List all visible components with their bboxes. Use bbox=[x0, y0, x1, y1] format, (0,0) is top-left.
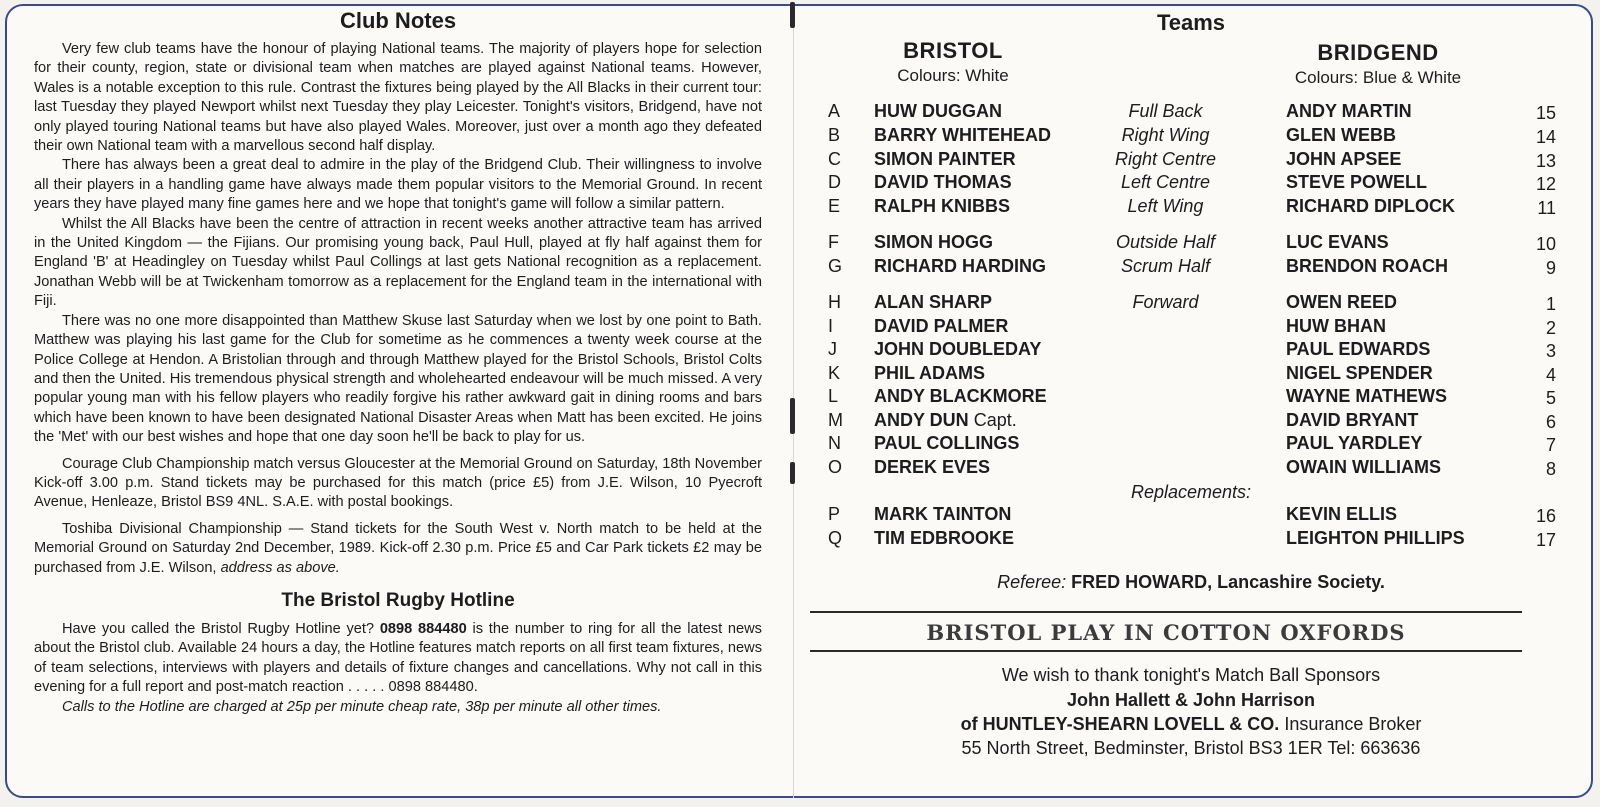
bristol-player-name bbox=[874, 410, 1017, 431]
bristol-player-name bbox=[874, 196, 1010, 217]
bristol-player-name bbox=[874, 149, 1016, 170]
bristol-position-letter: M bbox=[828, 410, 843, 430]
bristol-player-name bbox=[874, 433, 1019, 454]
bridgend-player-name: GLEN WEBB bbox=[1286, 125, 1396, 145]
hotline-title: The Bristol Rugby Hotline bbox=[281, 589, 515, 611]
bristol-player-name bbox=[874, 232, 993, 253]
team-row bbox=[806, 363, 1576, 387]
bristol-player: DEREK EVES bbox=[874, 457, 991, 477]
toshiba-address-note: address as above. bbox=[220, 559, 340, 576]
bridgend-player-name: OWEN REED bbox=[1286, 292, 1398, 312]
team-row bbox=[806, 339, 1576, 363]
team-row bbox=[806, 149, 1576, 173]
bridgend-shirt-number: 4 bbox=[1545, 365, 1556, 385]
team-row bbox=[806, 316, 1576, 340]
bristol-position-letter: B bbox=[828, 125, 841, 145]
bridgend-shirt-number: 17 bbox=[1535, 530, 1556, 550]
bridgend-shirt-number: 10 bbox=[1535, 234, 1556, 254]
bridgend-player-name: OWAIN WILLIAMS bbox=[1286, 457, 1441, 477]
bristol-player-name bbox=[874, 256, 1046, 277]
toshiba-paragraph bbox=[34, 520, 762, 578]
bristol-player-name bbox=[874, 457, 990, 478]
home-team-colours: Colours: White bbox=[897, 66, 1009, 85]
bristol-position-letter: Q bbox=[828, 528, 843, 548]
replacements-label: Replacements: bbox=[1130, 482, 1252, 502]
sponsor-names: John Hallett & John Harrison bbox=[1066, 690, 1316, 710]
playing-position: Right Centre bbox=[1114, 149, 1217, 169]
bridgend-player-name: DAVID BRYANT bbox=[1286, 410, 1419, 430]
bristol-player-name bbox=[874, 125, 1051, 146]
bristol-player-name bbox=[874, 172, 1012, 193]
bridgend-shirt-number: 3 bbox=[1545, 341, 1556, 361]
bristol-player: ANDY BLACKMORE bbox=[874, 386, 1047, 406]
replacement-row bbox=[806, 528, 1576, 552]
bridgend-player-name: LUC EVANS bbox=[1286, 232, 1389, 252]
team-row bbox=[806, 433, 1576, 457]
bristol-position-letter: K bbox=[828, 363, 841, 383]
bridgend-shirt-number: 5 bbox=[1545, 388, 1556, 408]
bristol-position-letter: D bbox=[828, 172, 841, 192]
replacement-row bbox=[806, 504, 1576, 528]
bridgend-shirt-number: 2 bbox=[1545, 318, 1556, 338]
hotline-text-b: is the number to ring for all the latest news about the Bristol club. Available 24 hours a day, the Hotline features match reports on all first team fixtures, news of team selections, interviews with players and details of fixture changes and cancellations. Why not call in this evening for a full report and post-match reaction . . . . . 0898 884480. bbox=[34, 620, 762, 696]
club-notes-paragraph: Very few club teams have the honour of playing National teams. The majority of players hope for selection for their county, region, state or divisional team when matches are played against National teams. However, Wales is a notable exception to this rule. Contrast the fixtures being played by the All Blacks in their current tour: last Tuesday they played Newport whilst next Tuesday they play Leicester. Tonight's visitors, Bridgend, have not only played touring National teams but have also played Wales. Moreover, just over a month ago they defeated their own National team with a marvellous second half display. bbox=[34, 41, 762, 155]
bristol-player: PHIL ADAMS bbox=[874, 363, 986, 383]
sponsor-line-1: We wish to thank tonight's Match Ball Sponsors bbox=[1001, 665, 1381, 685]
hotline-charges: Calls to the Hotline are charged at 25p per minute cheap rate, 38p per minute all other times. bbox=[62, 698, 662, 715]
club-notes-paragraph: There was no one more disappointed than Matthew Skuse last Saturday when we lost by one point to Bath. Matthew was playing his last game for the Club for sometime as he commences a twenty week course at the Police College at Hendon. A Bristolian through and through Matthew played for the Bristol Schools, Bristol Colts and then the United. His tremendous physical strength and wholehearted endeavour will be much missed. A very popular young man with his fellow players who readily forgive his rather awkward gait in dining rooms and bars which have been known to have been designated National Disaster Areas when Matt has been excited. He joins the 'Met' with our best wishes and hope that one day soon he'll be back to play for us. bbox=[34, 312, 762, 446]
bristol-position-letter: F bbox=[828, 232, 839, 252]
captain-suffix: Capt. bbox=[973, 410, 1017, 430]
bristol-player-name bbox=[874, 292, 992, 313]
bridgend-shirt-number: 16 bbox=[1535, 506, 1556, 526]
home-team-name: BRISTOL bbox=[903, 38, 1003, 63]
team-row bbox=[806, 292, 1576, 316]
bridgend-shirt-number: 7 bbox=[1545, 435, 1556, 455]
bristol-player: HUW DUGGAN bbox=[874, 101, 1002, 121]
bridgend-shirt-number: 14 bbox=[1535, 127, 1556, 147]
playing-position: Left Centre bbox=[1120, 172, 1211, 192]
bridgend-player-name: RICHARD DIPLOCK bbox=[1286, 196, 1455, 216]
bristol-player: DAVID THOMAS bbox=[874, 172, 1012, 192]
bridgend-replacement-name: KEVIN ELLIS bbox=[1286, 504, 1398, 524]
bristol-position-letter: P bbox=[828, 504, 841, 524]
team-row bbox=[806, 386, 1576, 410]
bristol-position-letter: J bbox=[828, 339, 837, 359]
bristol-player-name bbox=[874, 386, 1047, 407]
away-team-colours: Colours: Blue & White bbox=[1294, 68, 1462, 87]
bridgend-player-name: ANDY MARTIN bbox=[1286, 101, 1412, 121]
bridgend-shirt-number: 9 bbox=[1545, 258, 1556, 278]
hotline-paragraph bbox=[34, 620, 762, 698]
playing-position: Outside Half bbox=[1115, 232, 1216, 252]
bridgend-player-name: JOHN APSEE bbox=[1286, 149, 1402, 169]
bristol-player-name bbox=[874, 339, 1041, 360]
bristol-position-letter: C bbox=[828, 149, 841, 169]
bridgend-player-name: HUW BHAN bbox=[1286, 316, 1386, 336]
banner-rule-bottom bbox=[810, 650, 1522, 652]
team-row bbox=[806, 410, 1576, 434]
team-row bbox=[806, 457, 1576, 481]
bristol-player: PAUL COLLINGS bbox=[874, 433, 1020, 453]
bristol-player: BARRY WHITEHEAD bbox=[874, 125, 1052, 145]
bristol-position-letter: N bbox=[828, 433, 841, 453]
home-team-header bbox=[858, 38, 1048, 86]
bristol-player: ALAN SHARP bbox=[874, 292, 993, 312]
bridgend-shirt-number: 13 bbox=[1535, 151, 1556, 171]
bristol-position-letter: L bbox=[828, 386, 839, 406]
bristol-position-letter: E bbox=[828, 196, 841, 216]
away-team-name: BRIDGEND bbox=[1317, 40, 1439, 65]
bridgend-player-name: PAUL EDWARDS bbox=[1286, 339, 1431, 359]
toshiba-text: Toshiba Divisional Championship — Stand tickets for the South West v. North match to be held at the Memorial Ground on Saturday 2nd December, 1989. Kick-off 2.30 p.m. Price £5 and Car Park tickets £2 may be purchased from J.E. Wilson, bbox=[34, 520, 762, 576]
bridgend-player-name: STEVE POWELL bbox=[1286, 172, 1428, 192]
team-row bbox=[806, 101, 1576, 125]
bristol-player: DAVID PALMER bbox=[874, 316, 1009, 336]
cotton-oxfords-banner: BRISTOL PLAY IN COTTON OXFORDS bbox=[926, 620, 1406, 645]
bristol-player: SIMON HOGG bbox=[874, 232, 994, 252]
bridgend-replacement-name: LEIGHTON PHILLIPS bbox=[1286, 528, 1465, 548]
sponsor-address: 55 North Street, Bedminster, Bristol BS3 1ER Tel: 663636 bbox=[961, 738, 1421, 758]
sponsor-company: of HUNTLEY-SHEARN LOVELL & CO. bbox=[960, 714, 1280, 734]
referee-line bbox=[806, 572, 1576, 593]
bridgend-player-name: NIGEL SPENDER bbox=[1286, 363, 1433, 383]
playing-position: Scrum Half bbox=[1120, 256, 1210, 276]
team-row bbox=[806, 196, 1576, 220]
sponsor-role: Insurance Broker bbox=[1284, 714, 1422, 734]
bristol-player: JOHN DOUBLEDAY bbox=[874, 339, 1042, 359]
bristol-position-letter: I bbox=[828, 316, 834, 336]
bridgend-player-name: PAUL YARDLEY bbox=[1286, 433, 1423, 453]
bridgend-player-name: WAYNE MATHEWS bbox=[1286, 386, 1448, 406]
staple-mark-top bbox=[790, 2, 795, 28]
referee-label: Referee: bbox=[997, 572, 1067, 592]
bridgend-shirt-number: 6 bbox=[1545, 412, 1556, 432]
bristol-player-name bbox=[874, 363, 985, 384]
staple-mark-middle bbox=[790, 398, 795, 434]
club-notes-paragraph: Courage Club Championship match versus Gloucester at the Memorial Ground on Saturday, 18th November Kick-off 3.00 p.m. Stand tickets may be purchased for this match (price £5) from J.E. Wilson, 10 Pyecroft Avenue, Henleaze, Bristol BS9 4NL. S.A.E. with postal bookings. bbox=[34, 455, 762, 511]
bridgend-shirt-number: 12 bbox=[1535, 174, 1556, 194]
bristol-position-letter: G bbox=[828, 256, 843, 276]
bridgend-shirt-number: 8 bbox=[1545, 459, 1556, 479]
hotline-text-a: Have you called the Bristol Rugby Hotline yet? bbox=[62, 620, 375, 637]
club-notes-paragraph: There has always been a great deal to admire in the play of the Bridgend Club. Their willingness to involve all their players in a handling game have always made them popular visitors to the Memorial Ground. In recent years they have played many fine games here and we hope that tonight's game will follow a similar pattern. bbox=[34, 157, 762, 213]
sponsor-line-3 bbox=[806, 714, 1576, 735]
team-row bbox=[806, 125, 1576, 149]
hotline-phone: 0898 884480 bbox=[379, 620, 467, 637]
staple-mark-bottom bbox=[790, 462, 795, 484]
sponsor-line-2 bbox=[806, 690, 1576, 711]
bristol-position-letter: H bbox=[828, 292, 841, 312]
left-page bbox=[34, 8, 762, 717]
bristol-player: RALPH KNIBBS bbox=[874, 196, 1011, 216]
playing-position: Right Wing bbox=[1121, 125, 1210, 145]
bristol-replacement-name: MARK TAINTON bbox=[874, 504, 1012, 524]
bridgend-player-name: BRENDON ROACH bbox=[1286, 256, 1448, 276]
team-row bbox=[806, 232, 1576, 256]
bristol-position-letter: A bbox=[828, 101, 841, 121]
bridgend-shirt-number: 11 bbox=[1537, 198, 1556, 218]
bridgend-shirt-number: 15 bbox=[1535, 103, 1556, 123]
bristol-player-name bbox=[874, 316, 1008, 337]
bristol-player-name bbox=[874, 101, 1002, 122]
away-team-header bbox=[1268, 40, 1488, 88]
banner-rule-top bbox=[810, 611, 1522, 613]
bristol-player: RICHARD HARDING bbox=[874, 256, 1046, 276]
playing-position: Full Back bbox=[1128, 101, 1203, 121]
referee-name: FRED HOWARD, Lancashire Society. bbox=[1071, 572, 1385, 592]
bristol-position-letter: O bbox=[828, 457, 843, 477]
bristol-replacement-name: TIM EDBROOKE bbox=[874, 528, 1015, 548]
bristol-player: SIMON PAINTER bbox=[874, 149, 1016, 169]
right-page bbox=[806, 0, 1576, 800]
playing-position: Forward bbox=[1132, 292, 1199, 312]
club-notes-paragraph: Whilst the All Blacks have been the centre of attraction in recent weeks another attractive team has arrived in the United Kingdom — the Fijians. Our promising young back, Paul Hull, played at fly half against them for England 'B' at Headingley on Tuesday whilst Paul Collings at last gets National recognition as a replacement. Jonathan Webb will be at Twickenham tomorrow as a replacement for the England team in the international with Fiji. bbox=[34, 215, 762, 310]
playing-position: Left Wing bbox=[1127, 196, 1204, 216]
teams-title: Teams bbox=[1156, 10, 1226, 35]
bristol-player: ANDY DUN bbox=[874, 410, 969, 430]
team-row bbox=[806, 172, 1576, 196]
team-row bbox=[806, 256, 1576, 280]
bridgend-shirt-number: 1 bbox=[1545, 294, 1556, 314]
club-notes-title: Club Notes bbox=[339, 8, 457, 33]
